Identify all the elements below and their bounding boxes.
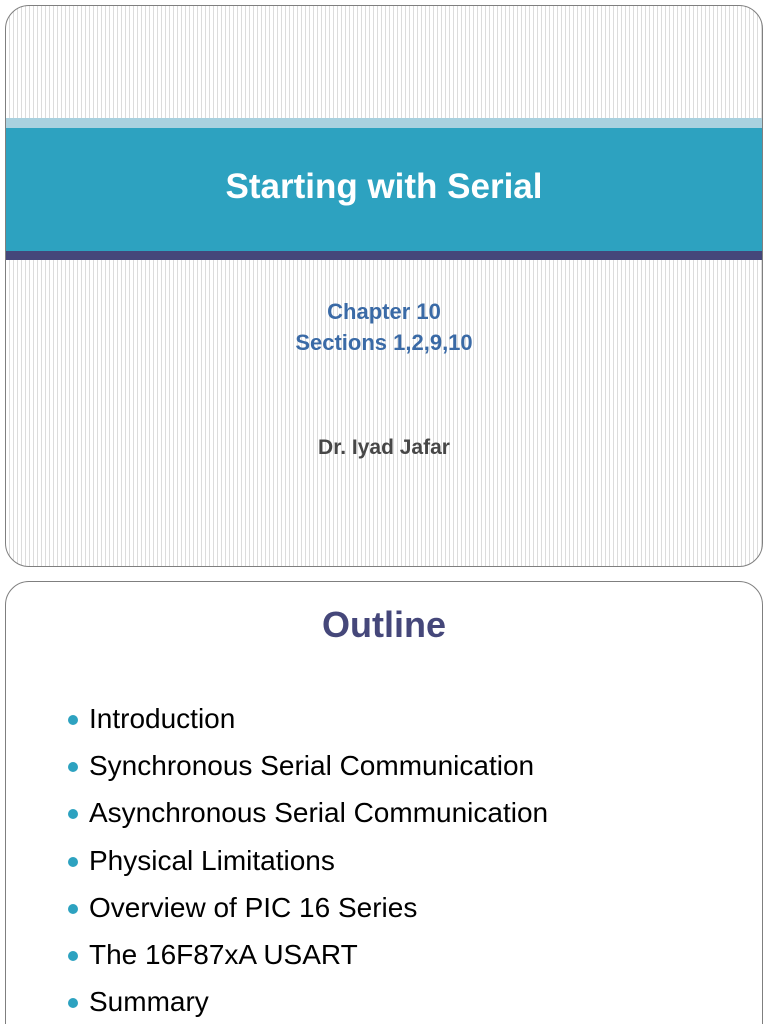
author-name: Dr. Iyad Jafar xyxy=(318,436,450,459)
list-item-label: Introduction xyxy=(89,702,236,734)
list-item-label: Physical Limitations xyxy=(89,844,335,876)
outline-slide xyxy=(5,581,763,1024)
list-item xyxy=(68,695,548,742)
list-item xyxy=(68,884,548,931)
list-item xyxy=(68,837,548,884)
sections-label: Sections 1,2,9,10 xyxy=(295,330,473,355)
bullet-dot-icon xyxy=(68,762,78,772)
list-item-label: Overview of PIC 16 Series xyxy=(89,891,418,923)
bullet-dot-icon xyxy=(68,715,78,725)
list-item xyxy=(68,742,548,789)
list-item-label: Summary xyxy=(89,986,209,1018)
list-item-label: The 16F87xA USART xyxy=(89,939,358,971)
list-item xyxy=(68,979,548,1024)
title-band-accent-bottom xyxy=(6,251,762,260)
slide-title: Starting with Serial xyxy=(225,167,543,206)
title-slide xyxy=(5,5,763,567)
bullet-dot-icon xyxy=(68,809,78,819)
outline-title: Outline xyxy=(322,604,446,645)
list-item xyxy=(68,931,548,978)
bullet-dot-icon xyxy=(68,998,78,1008)
list-item-label: Synchronous Serial Communication xyxy=(89,749,535,781)
chapter-label: Chapter 10 xyxy=(327,299,441,324)
list-item xyxy=(68,790,548,837)
bullet-dot-icon xyxy=(68,904,78,914)
bullet-dot-icon xyxy=(68,857,78,867)
bullet-dot-icon xyxy=(68,951,78,961)
list-item-label: Asynchronous Serial Communication xyxy=(89,797,549,829)
outline-list xyxy=(68,695,548,1024)
title-band-accent-top xyxy=(6,118,762,128)
subtitle-block xyxy=(6,296,762,358)
